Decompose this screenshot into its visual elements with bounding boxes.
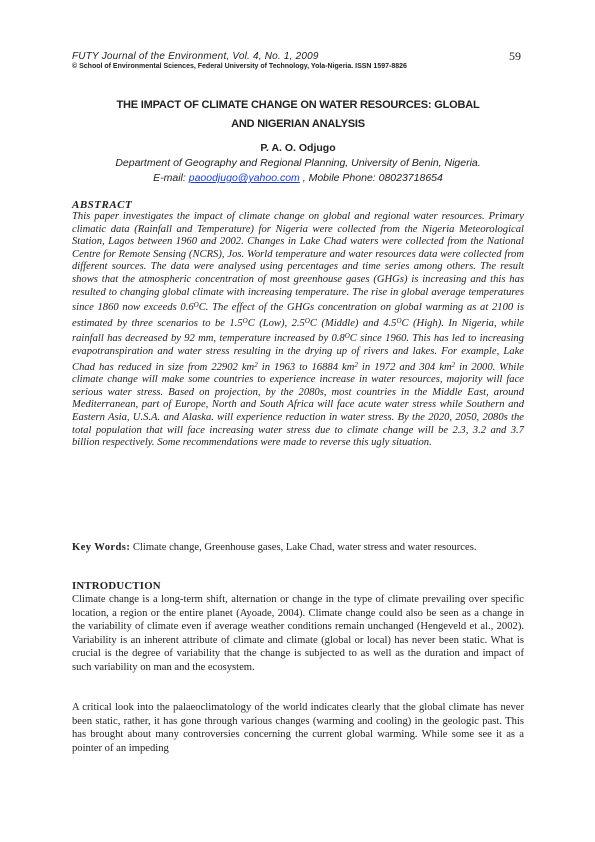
- affiliation: Department of Geography and Regional Planning, University of Benin, Nigeria.: [115, 157, 481, 169]
- phone-text: , Mobile Phone: 08023718654: [302, 172, 443, 184]
- author-affiliation-block: [72, 156, 524, 186]
- introduction-paragraph-2: A critical look into the palaeoclimatology of the world indicates clearly that the global climate has never been static, rather, it has gone through various changes (warming and cooling) in the geologic past. This has brought about many controversies concerning the current global warming. While some see it as a pointer of an impeding: [72, 702, 524, 754]
- abstract-paragraph: This paper investigates the impact of climate change on global and regional water resources. Primary climatic data (Rainfall and Temperature) for Nigeria were collected from the Nigeria Meteorological Station, Lagos between 1960 and 2002. Changes in Lake Chad waters were collected from the National Centre for Remote Sensing (NCRS), Jos. World temperature and water resources data were collected from different sources. The data were analysed using percentages and time series among others. The result shows that the atmospheric concentration of most greenhouse gases (GHGs) is increasing and this has resulted to changing global climate with increasing temperature. The rise in global average temperatures since 1860 now exceeds $0.6^OC$. The effect of the GHGs concentration on global warming as at 2100 is estimated by three scenarios to be $1.5^OC$ (Low), $2.5^OC$ (Middle) and $4.5^OC$ (High). In Nigeria, while rainfall has decreased by 92 mm, temperature increased by $0.8^OC$ since 1960. This has led to increasing evapotranspiration and water stress resulting in the drying up of rivers and lakes. For example, Lake Chad has reduced in size from 22902 $km^2$ in 1963 to 16884 $km^2$ in 1972 and 304 $km^2$ in 2000. While climate change will make some countries to experience increase in water resources, majority will face serious water stress. Based on projection, by the 2080s, most countries in the Middle East, around Mediterranean, part of Europe, North and South Africa will face acute water stress while Southern and Eastern Asia, U.S.A. and Alaska. will experience reduction in water stress. By the 2020, 2050, 2080s the total population that will face increasing water stress due to climate change will be 2.3, 3.2 and 3.7 billion respectively. Some recommendations were made to reverse this ugly situation.: [72, 211, 525, 449]
- introduction-paragraph-1: Climate change is a long-term shift, alternation or change in the type of climate prevailing over specific location, a region or the entire planet (Ayoade, 2004). Climate change could also be seen as a change in the variability of climate even if average weather conditions remain unchanged (Hengeveld et al., 2002). Variability is an inherent attribute of climate and climate (global or local) has never been static. What is crucial is the degree of variability that the change is subjected to as well as the duration and impact of such variability on man and the ecosystem.: [72, 594, 524, 673]
- keywords-label: Key Words:: [72, 542, 131, 553]
- title-line-2: AND NIGERIAN ANALYSIS: [231, 118, 365, 130]
- contact-line: [72, 171, 524, 186]
- journal-citation: FUTY Journal of the Environment, Vol. 4, No. 1, 2009: [72, 51, 319, 62]
- abstract-heading: ABSTRACT: [72, 199, 133, 211]
- copyright-line: © School of Environmental Sciences, Federal University of Technology, Yola-Nigeria. ISSN 1597-8826: [72, 63, 407, 70]
- keywords-text: Climate change, Greenhouse gases, Lake Chad, water stress and water resources.: [130, 542, 477, 553]
- keywords-section: [72, 541, 524, 554]
- author-name: P. A. O. Odjugo: [260, 142, 336, 154]
- introduction-heading: INTRODUCTION: [72, 580, 161, 592]
- email-label: E-mail:: [153, 172, 186, 184]
- abstract-body: [72, 211, 524, 450]
- page-number: 59: [509, 49, 521, 63]
- title-line-1: THE IMPACT OF CLIMATE CHANGE ON WATER RESOURCES: GLOBAL: [116, 99, 480, 111]
- email-link[interactable]: paoodjugo@yahoo.com: [188, 172, 300, 184]
- paper-title: [72, 96, 524, 134]
